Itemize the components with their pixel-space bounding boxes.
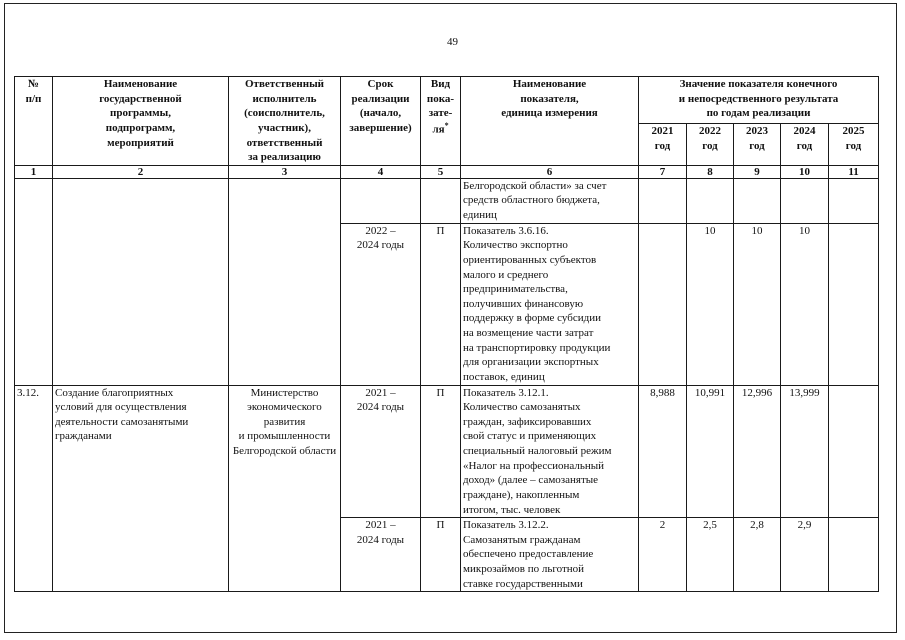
row-value: 10 (781, 223, 829, 385)
header-name: Наименование государственной программы, подпрограмм, мероприятий (53, 77, 229, 166)
row-term (341, 178, 421, 223)
header-type-label: Вид пока- зате- ля (426, 78, 455, 136)
column-number: 1 (15, 165, 53, 178)
row-value (829, 385, 879, 518)
row-indicator: Показатель 3.6.16. Количество экспортно ориентированных субъектов малого и среднего предпринимательства, получивших финансовую поддержку в форме субсидии на возмещение части затрат на транспортировку продукции для организации экспортных поставок, единиц (461, 223, 639, 385)
row-value: 2 (639, 518, 687, 592)
column-number: 11 (829, 165, 879, 178)
header-year: 2021 год (639, 123, 687, 165)
row-indicator: Белгородской области» за счет средств областного бюджета, единиц (461, 178, 639, 223)
column-number: 6 (461, 165, 639, 178)
row-value (829, 223, 879, 385)
table-row (15, 385, 879, 518)
header-year: 2024 год (781, 123, 829, 165)
column-number: 9 (734, 165, 781, 178)
row-value (687, 178, 734, 223)
row-value: 10 (734, 223, 781, 385)
row-value: 8,988 (639, 385, 687, 518)
row-number (15, 178, 53, 385)
row-indicator: Показатель 3.12.2. Самозанятым гражданам обеспечено предоставление микрозаймов по льготной ставке государственными (461, 518, 639, 592)
header-responsible: Ответственный исполнитель (соисполнитель, участник), ответственный за реализацию (229, 77, 341, 166)
row-name: Создание благоприятных условий для осуществления деятельности самозанятыми гражданами (53, 385, 229, 592)
row-responsible: Министерство экономического развития и промышленности Белгородской области (229, 385, 341, 592)
page-number: 49 (447, 36, 458, 48)
row-term: 2022 – 2024 годы (341, 223, 421, 385)
column-number: 10 (781, 165, 829, 178)
row-value (829, 518, 879, 592)
row-number: 3.12. (15, 385, 53, 592)
column-number: 4 (341, 165, 421, 178)
row-value: 13,999 (781, 385, 829, 518)
header-year: 2025 год (829, 123, 879, 165)
row-value: 2,9 (781, 518, 829, 592)
column-number: 7 (639, 165, 687, 178)
row-value: 2,8 (734, 518, 781, 592)
row-indicator: Показатель 3.12.1. Количество самозанятых граждан, зафиксировавших свой статус и применяющих специальный налоговый режим «Налог на профессиональный доход» (далее – самозанятые граждане), накопленным итогом, тыс. человек (461, 385, 639, 518)
row-term: 2021 – 2024 годы (341, 518, 421, 592)
header-number: № п/п (15, 77, 53, 166)
column-number: 3 (229, 165, 341, 178)
row-value (639, 178, 687, 223)
row-type: П (421, 385, 461, 518)
row-name (53, 178, 229, 385)
row-value: 12,996 (734, 385, 781, 518)
row-value (829, 178, 879, 223)
row-value (734, 178, 781, 223)
header-type-mark: * (444, 120, 449, 130)
header-type (421, 77, 461, 166)
row-type: П (421, 223, 461, 385)
row-type: П (421, 518, 461, 592)
row-value: 10 (687, 223, 734, 385)
row-value: 10,991 (687, 385, 734, 518)
row-type (421, 178, 461, 223)
indicators-table (14, 76, 879, 592)
table-row (15, 178, 879, 223)
header-values-group: Значение показателя конечного и непосредственного результата по годам реализации (639, 77, 879, 124)
row-value: 2,5 (687, 518, 734, 592)
row-responsible (229, 178, 341, 385)
row-term: 2021 – 2024 годы (341, 385, 421, 518)
column-number: 8 (687, 165, 734, 178)
row-value (781, 178, 829, 223)
column-number: 5 (421, 165, 461, 178)
header-indicator: Наименование показателя, единица измерения (461, 77, 639, 166)
header-year: 2023 год (734, 123, 781, 165)
header-term: Срок реализации (начало, завершение) (341, 77, 421, 166)
header-year: 2022 год (687, 123, 734, 165)
row-value (639, 223, 687, 385)
column-number: 2 (53, 165, 229, 178)
column-numbers-row (15, 165, 879, 178)
